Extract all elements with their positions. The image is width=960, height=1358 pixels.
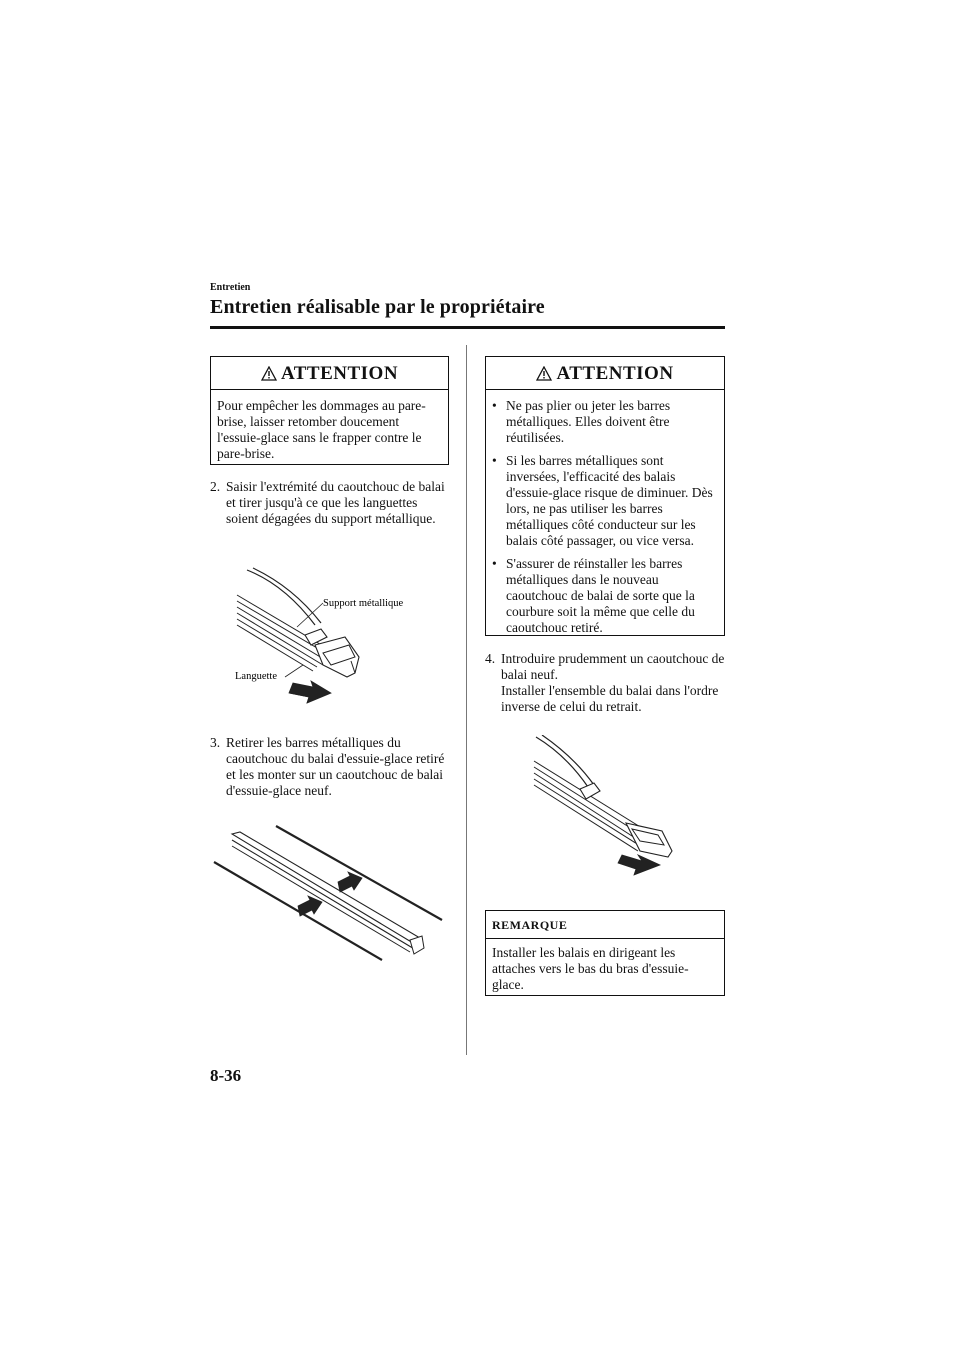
bullet-item: • Si les barres métalliques sont inversées, l'efficacité des balais d'essuie-glace risque de diminuer. Dès lors, ne pas utiliser les barres métalliques côté conducteur sur les balais côté passager, ou vice versa. bbox=[492, 453, 716, 549]
remark-heading: REMARQUE bbox=[486, 911, 724, 939]
remark-box bbox=[485, 910, 725, 996]
attention-heading-text: ATTENTION bbox=[556, 363, 674, 384]
title-rule bbox=[210, 326, 725, 329]
warning-triangle-icon bbox=[261, 366, 277, 381]
attention-heading-text: ATTENTION bbox=[280, 363, 399, 384]
attention-bullets bbox=[486, 390, 724, 651]
step-text: Retirer les barres métalliques du caoutchouc du balai d'essuie-glace retiré et les monter sur un caoutchouc de balai d'essuie-glace neuf. bbox=[226, 735, 445, 798]
page-number: 8-36 bbox=[210, 1066, 242, 1085]
step-text: Saisir l'extrémité du caoutchouc de balai et tirer jusqu'à ce que les languettes soient dégagées du support métallique. bbox=[226, 479, 445, 526]
warning-triangle-icon bbox=[536, 366, 552, 381]
step-4 bbox=[485, 651, 725, 715]
step-number: 3. bbox=[210, 735, 221, 750]
step-3 bbox=[210, 735, 450, 799]
figure-blade-removal bbox=[225, 565, 450, 710]
section-label: Entretien bbox=[210, 282, 251, 293]
attention-box-right bbox=[485, 356, 725, 636]
bullet-item: • S'assurer de réinstaller les barres métalliques dans le nouveau caoutchouc de balai de sorte que la courbure soit la même que celle du caoutchouc retiré. bbox=[492, 556, 716, 636]
column-divider bbox=[466, 345, 467, 1055]
bullet-item: • Ne pas plier ou jeter les barres métalliques. Elles doivent être réutilisées. bbox=[492, 398, 716, 446]
attention-heading bbox=[486, 357, 724, 390]
step-number: 4. bbox=[485, 651, 496, 666]
step-2 bbox=[210, 479, 450, 527]
step-text bbox=[485, 651, 725, 715]
attention-box-left bbox=[210, 356, 449, 465]
page-title: Entretien réalisable par le propriétaire bbox=[210, 296, 545, 318]
step-number: 2. bbox=[210, 479, 221, 494]
label-metal-support: Support métallique bbox=[323, 598, 404, 609]
label-tab: Languette bbox=[235, 671, 277, 682]
step-text-line1: Introduire prudemment un caoutchouc de balai neuf. bbox=[501, 651, 725, 682]
figure-metal-bars bbox=[210, 820, 450, 965]
remark-text: Installer les balais en dirigeant les attaches vers le bas du bras d'essuie-glace. bbox=[492, 945, 689, 992]
attention-heading bbox=[211, 357, 448, 390]
attention-text: Pour empêcher les dommages au pare-brise, laisser retomber doucement l'essuie-glace sans le frapper contre le pare-brise. bbox=[217, 398, 426, 461]
step-text-line2: Installer l'ensemble du balai dans l'ordre inverse de celui du retrait. bbox=[501, 683, 719, 714]
figure-blade-install bbox=[530, 735, 680, 880]
